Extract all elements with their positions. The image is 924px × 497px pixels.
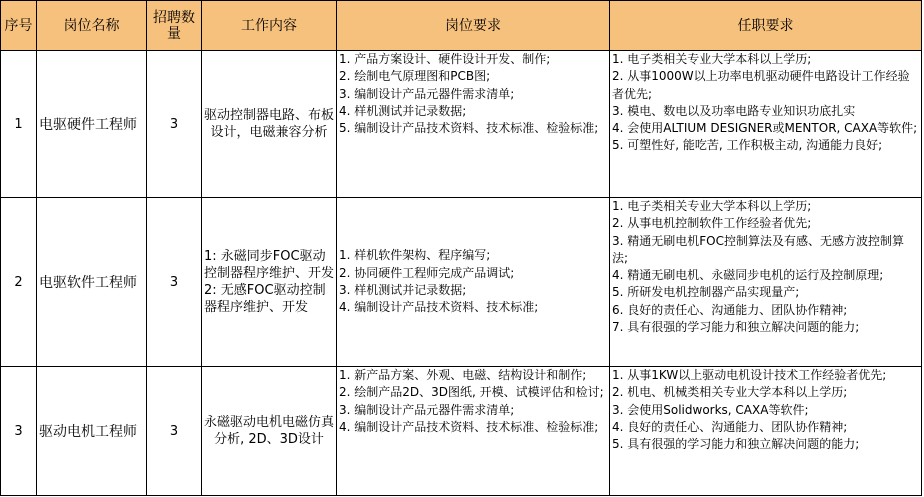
header-qualifications[interactable]: 任职要求 [610,1,922,51]
cell-content[interactable]: 驱动控制器电路、布板设计，电磁兼容分析 [202,51,337,198]
cell-qualifications[interactable] [610,367,922,496]
requirement-line: 4. 编制设计产品技术资料、技术标准; [339,300,539,315]
qualification-line: 5. 可塑性好, 能吃苦, 工作积极主动, 沟通能力良好; [612,138,883,153]
header-title[interactable]: 岗位名称 [37,1,147,51]
cell-requirements[interactable] [337,198,610,367]
qualification-line: 4. 良好的责任心、沟通能力、团队协作精神; [612,419,848,434]
cell-no[interactable]: 2 [1,198,37,367]
requirement-line: 2. 协同硬件工程师完成产品调试; [339,265,515,280]
content-line: 1: 永磁同步FOC驱动控制器程序维护、开发 [204,249,335,281]
cell-qualifications[interactable] [610,51,922,198]
qualification-line: 3. 模电、数电以及功率电路专业知识功底扎实 [612,103,856,118]
qualification-line: 2. 从事电机控制软件工作经验者优先; [612,216,812,231]
requirement-line: 4. 样机测试并记录数据; [339,103,467,118]
requirement-line: 4. 编制设计产品技术资料、技术标准、检验标准; [339,419,599,434]
cell-title[interactable]: 驱动电机工程师 [37,367,147,496]
cell-no[interactable]: 3 [1,367,37,496]
content-line: 2: 无感FOC驱动控制器程序维护、开发 [204,283,326,315]
requirement-line: 1. 产品方案设计、硬件设计开发、制作; [339,52,551,66]
requirement-line: 3. 样机测试并记录数据; [339,283,467,297]
header-content[interactable]: 工作内容 [202,1,337,51]
requirement-line: 2. 绘制电气原理图和PCB图; [339,69,491,84]
qualification-line: 4. 会使用ALTIUM DESIGNER或MENTOR, CAXA等软件; [612,121,918,136]
qualification-line: 4. 精通无刷电机、永磁同步电机的运行及控制原理; [612,268,884,283]
header-no[interactable]: 序号 [1,1,37,51]
cell-no[interactable]: 1 [1,51,37,198]
header-count[interactable]: 招聘数量 [147,1,202,51]
requirement-line: 3. 编制设计产品元器件需求清单; [339,86,515,101]
qualification-line: 3. 精通无刷电机FOC控制算法及有感、无感方波控制算法; [612,233,904,265]
cell-count[interactable]: 3 [147,51,202,198]
requirement-line: 2. 绘制产品2D、3D图纸, 开模、试模评估和检讨; [339,385,604,400]
requirement-line: 5. 编制设计产品技术资料、技术标准、检验标准; [339,121,599,136]
qualification-line: 6. 良好的责任心、沟通能力、团队协作精神; [612,302,848,317]
cell-content[interactable] [202,198,337,367]
qualification-line: 2. 机电、机械类相关专业大学本科以上学历; [612,385,848,400]
qualification-line: 1. 电子类相关专业大学本科以上学历; [612,199,812,213]
header-requirements[interactable]: 岗位要求 [337,1,610,51]
qualification-line: 1. 电子类相关专业大学本科以上学历; [612,52,812,66]
qualification-line: 5. 具有很强的学习能力和独立解决问题的能力; [612,437,860,452]
header-row [1,1,922,51]
table-row [1,198,922,367]
requirement-line: 1. 样机软件架构、程序编写; [339,248,491,263]
table-row [1,367,922,496]
cell-count[interactable]: 3 [147,367,202,496]
cell-qualifications[interactable] [610,198,922,367]
cell-count[interactable]: 3 [147,198,202,367]
table-row [1,51,922,198]
cell-title[interactable]: 电驱硬件工程师 [37,51,147,198]
cell-requirements[interactable] [337,367,610,496]
cell-requirements[interactable] [337,51,610,198]
requirement-line: 1. 新产品方案、外观、电磁、结构设计和制作; [339,368,587,382]
qualification-line: 3. 会使用Solidworks, CAXA等软件; [612,402,809,417]
qualification-line: 7. 具有很强的学习能力和独立解决问题的能力; [612,320,860,335]
qualification-line: 5. 所研发电机控制器产品实现量产; [612,285,800,300]
cell-content[interactable]: 永磁驱动电机电磁仿真分析, 2D、3D设计 [202,367,337,496]
requirement-line: 3. 编制设计产品元器件需求清单; [339,402,515,417]
qualification-line: 1. 从事1KW以上驱动电机设计技术工作经验者优先; [612,368,887,382]
qualification-line: 2. 从事1000W以上功率电机驱动硬件电路设计工作经验者优先; [612,69,910,101]
cell-title[interactable]: 电驱软件工程师 [37,198,147,367]
